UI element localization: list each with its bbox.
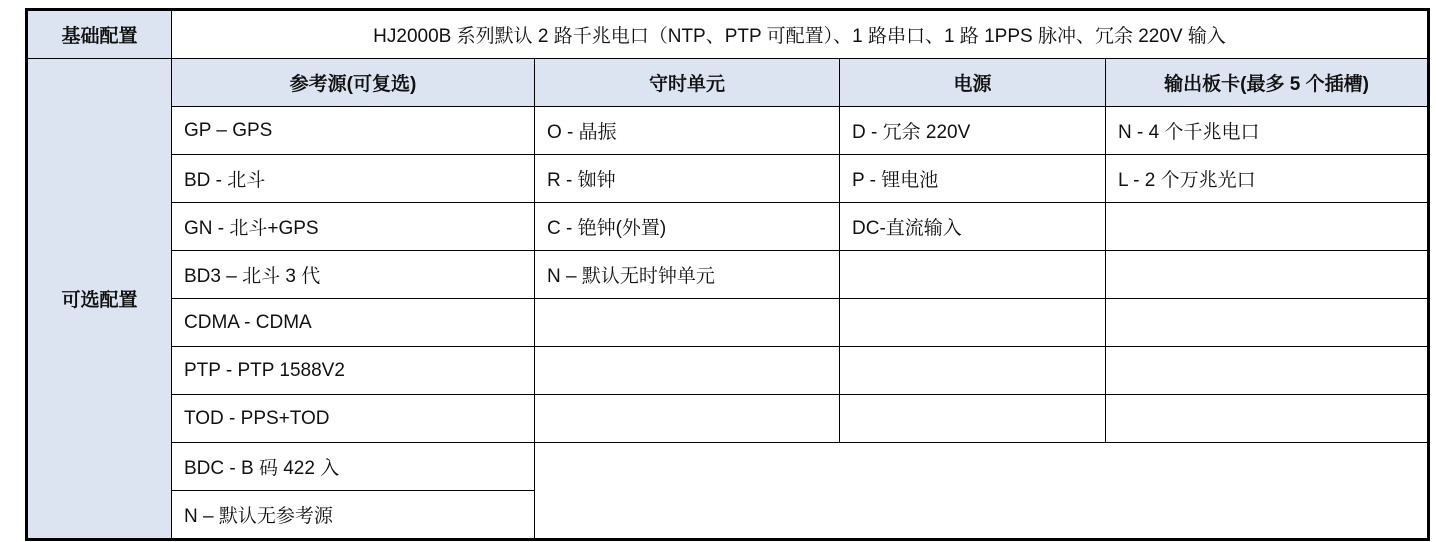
table-row [27,299,1429,347]
table-cell: DC-直流输入 [840,203,1106,251]
optional-config-label-cell: 可选配置 [27,59,172,540]
base-config-label-cell: 基础配置 [27,10,172,59]
column-header-output-boards: 输出板卡(最多 5 个插槽) [1106,59,1429,107]
table-cell: BD3 – 北斗 3 代 [172,251,535,299]
table-cell [1106,395,1429,443]
table-cell [1106,251,1429,299]
table-cell: N – 默认无参考源 [172,491,535,540]
merged-empty-cell [535,443,1429,540]
config-spec-table [25,8,1430,541]
table-cell: BD - 北斗 [172,155,535,203]
table-row [27,155,1429,203]
table-cell: P - 锂电池 [840,155,1106,203]
base-config-content-cell: HJ2000B 系列默认 2 路千兆电口（NTP、PTP 可配置）、1 路串口、1 路 1PPS 脉冲、冗余 220V 输入 [172,10,1429,59]
table-cell: CDMA - CDMA [172,299,535,347]
table-cell: BDC - B 码 422 入 [172,443,535,491]
table-row [27,443,1429,491]
table-cell: O - 晶振 [535,107,840,155]
column-header-power: 电源 [840,59,1106,107]
table-cell [840,251,1106,299]
table-cell: C - 铯钟(外置) [535,203,840,251]
table-cell [535,347,840,395]
table-row [27,395,1429,443]
column-header-timekeeping-unit: 守时单元 [535,59,840,107]
table-cell: N - 4 个千兆电口 [1106,107,1429,155]
table-cell [840,299,1106,347]
table-row [27,107,1429,155]
table-row [27,251,1429,299]
table-row [27,203,1429,251]
column-header-row [27,59,1429,107]
table-cell: D - 冗余 220V [840,107,1106,155]
table-cell: GN - 北斗+GPS [172,203,535,251]
table-cell: R - 铷钟 [535,155,840,203]
table-cell: TOD - PPS+TOD [172,395,535,443]
table-cell [1106,347,1429,395]
table-cell [840,395,1106,443]
table-cell: GP – GPS [172,107,535,155]
base-config-row [27,10,1429,59]
table-cell [840,347,1106,395]
column-header-reference-source: 参考源(可复选) [172,59,535,107]
table-cell: L - 2 个万兆光口 [1106,155,1429,203]
table-cell [1106,299,1429,347]
table-cell [1106,203,1429,251]
table-cell: PTP - PTP 1588V2 [172,347,535,395]
table-cell: N – 默认无时钟单元 [535,251,840,299]
table-cell [535,299,840,347]
table-cell [535,395,840,443]
table-row [27,347,1429,395]
